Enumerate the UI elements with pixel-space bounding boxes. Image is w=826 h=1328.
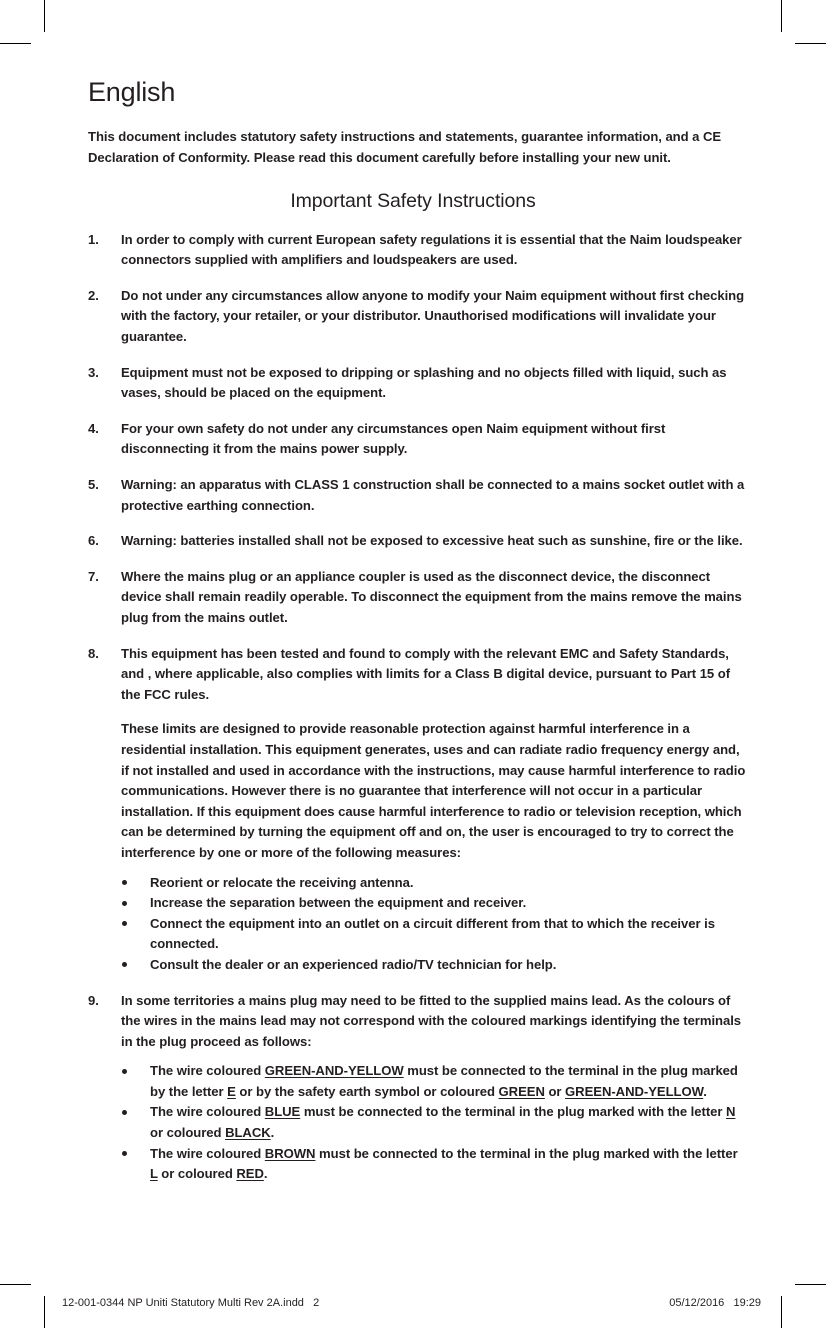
list-item <box>121 1061 748 1102</box>
list-item <box>121 893 748 914</box>
bullet-icon <box>122 921 127 926</box>
list-item <box>121 1144 748 1185</box>
bullet-icon <box>122 901 127 906</box>
list-item <box>88 419 748 460</box>
measures-bullet-list <box>121 873 748 976</box>
list-marker: 9. <box>88 992 99 1008</box>
list-item <box>88 991 748 1185</box>
list-item-text: Equipment must not be exposed to dripping or splashing and no objects filled with liquid, such as vases, should be placed on the equipment. <box>121 364 727 401</box>
intro-paragraph: This document includes statutory safety instructions and statements, guarantee information, and a CE Declaration of Conformity. Please read this document carefully before installing your new unit. <box>88 128 722 165</box>
list-item <box>121 955 748 976</box>
section-heading: Important Safety Instructions <box>290 189 536 212</box>
safety-instructions-list <box>88 230 748 1185</box>
list-item-text: In some territories a mains plug may need to be fitted to the supplied mains lead. As the colours of the wires in the mains lead may not correspond with the coloured markings identifying the terminals in the plug proceed as follows: <box>121 992 742 1049</box>
wiring-bullet-list <box>121 1061 748 1185</box>
list-item <box>88 567 748 629</box>
list-item-label: The wire coloured GREEN-AND-YELLOW must be connected to the terminal in the plug marked by the letter E or by the safety earth symbol or coloured GREEN or GREEN-AND-YELLOW. <box>150 1063 738 1099</box>
list-marker: 2. <box>88 287 99 303</box>
list-marker: 3. <box>88 364 99 380</box>
crop-mark-bottom-left-vertical <box>44 1296 45 1328</box>
list-marker: 5. <box>88 477 99 493</box>
list-item-text: Where the mains plug or an appliance coupler is used as the disconnect device, the disconnect device shall remain readily operable. To disconnect the equipment from the mains remove the mains plug from the mains outlet. <box>121 568 742 625</box>
list-item-label: Reorient or relocate the receiving antenna. <box>150 874 414 890</box>
list-item-label: The wire coloured BLUE must be connected to the terminal in the plug marked with the letter N or coloured BLACK. <box>150 1104 736 1141</box>
bullet-icon <box>122 1151 127 1156</box>
list-item-text: In order to comply with current European safety regulations it is essential that the Naim loudspeaker connectors supplied with amplifiers and loudspeakers are used. <box>121 231 742 268</box>
bullet-icon <box>122 1110 127 1115</box>
list-item-label: The wire coloured BROWN must be connected to the terminal in the plug marked with the letter L or coloured RED. <box>150 1145 738 1182</box>
footer-filename: 12-001-0344 NP Uniti Statutory Multi Rev 2A.indd 2 <box>62 1297 320 1309</box>
list-marker: 1. <box>88 231 99 247</box>
bullet-icon <box>122 880 127 885</box>
list-item-text: Warning: an apparatus with CLASS 1 construction shall be connected to a mains socket outlet with a protective earthing connection. <box>121 477 745 513</box>
list-item-label: Consult the dealer or an experienced radio/TV technician for help. <box>150 956 557 972</box>
list-item <box>121 914 748 955</box>
crop-mark-bottom-right-vertical <box>781 1296 782 1328</box>
crop-mark-top-left-horizontal <box>0 43 31 44</box>
list-item <box>88 644 748 976</box>
list-item-text: Do not under any circumstances allow anyone to modify your Naim equipment without first checking with the factory, your retailer, or your distributor. Unauthorised modifications will invalidate your guarantee. <box>121 287 745 345</box>
crop-mark-bottom-right-horizontal <box>795 1284 826 1285</box>
page-title: English <box>88 77 176 107</box>
bullet-icon <box>122 1069 127 1074</box>
list-item-label: Connect the equipment into an outlet on a circuit different from that to which the receiver is connected. <box>150 915 715 952</box>
print-footer <box>62 1297 771 1309</box>
list-item-text: Warning: batteries installed shall not be exposed to excessive heat such as sunshine, fire or the like. <box>121 533 743 549</box>
list-item <box>121 873 748 894</box>
list-marker: 6. <box>88 533 99 549</box>
list-item <box>88 286 748 348</box>
list-marker: 8. <box>88 645 99 661</box>
list-marker: 4. <box>88 420 99 436</box>
crop-mark-top-right-horizontal <box>795 43 826 44</box>
list-item-text-continued: These limits are designed to provide reasonable protection against harmful interference in a residential installation. This equipment generates, uses and can radiate radio frequency energy and, if not installed and used in accordance with the instructions, may cause harmful interference to radio communications. However there is no guarantee that interference will not occur in a particular installation. If this equipment does cause harmful interference to radio or television reception, which can be determined by turning the equipment off and on, the user is encouraged to try to correct the interference by one or more of the following measures: <box>121 721 746 860</box>
list-item-label: Increase the separation between the equipment and receiver. <box>150 895 527 911</box>
footer-timestamp: 05/12/2016 19:29 <box>669 1297 761 1309</box>
list-item <box>121 1102 748 1143</box>
page-content <box>88 78 748 1200</box>
list-item <box>88 363 748 404</box>
list-marker: 7. <box>88 568 99 584</box>
bullet-icon <box>122 962 127 967</box>
list-item <box>88 531 748 552</box>
list-item-text: For your own safety do not under any circumstances open Naim equipment without first disconnecting it from the mains power supply. <box>121 420 666 457</box>
list-item-text: This equipment has been tested and found to comply with the relevant EMC and Safety Standards, and , where applicable, also complies with limits for a Class B digital device, pursuant to Part 15 of the FCC rules. <box>121 645 731 702</box>
list-item <box>88 230 748 271</box>
crop-mark-top-left-vertical <box>44 0 45 32</box>
crop-mark-bottom-left-horizontal <box>0 1284 31 1285</box>
crop-mark-top-right-vertical <box>781 0 782 32</box>
list-item <box>88 475 748 516</box>
